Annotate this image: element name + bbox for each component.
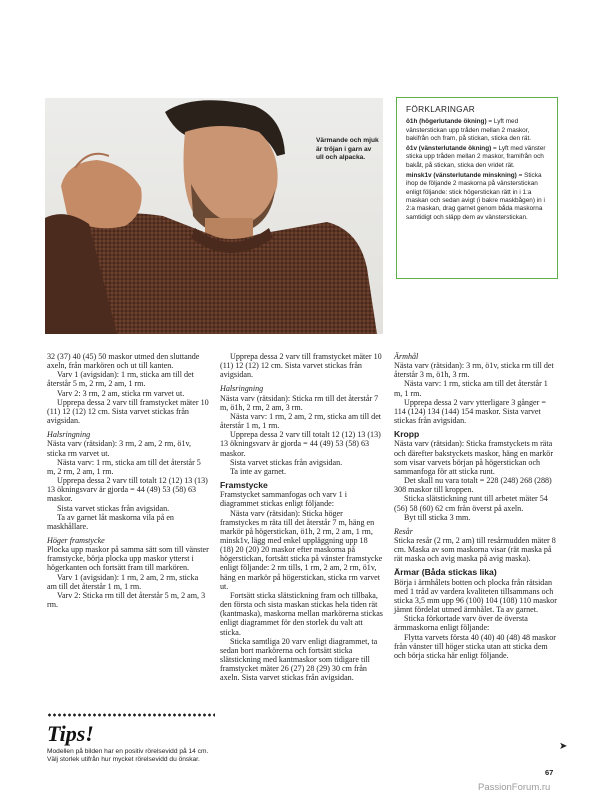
paragraph: Sista varvet stickas från avigsidan. xyxy=(230,457,343,467)
page-number: 67 xyxy=(545,768,554,777)
paragraph: Byt till sticka 3 mm. xyxy=(404,512,471,522)
paragraph: Nästa varv (rätsidan): Sticka framstyckets m räta och därefter bakstyckets maskor, häng en markör som visar varvets början på högerstickan och sammanfoga för att sticka runt. xyxy=(394,439,554,476)
paragraph: 32 (37) 40 (45) 50 maskor utmed den sluttande axeln, från markören och ut till kanten. xyxy=(47,352,200,371)
legend-item xyxy=(406,172,551,222)
legend-term: ö1h (högerlutande ökning) xyxy=(406,118,487,126)
text-column-1 xyxy=(47,352,210,609)
paragraph: Sticka förkortade varv över de översta ärmmaskorna enligt följande: xyxy=(394,614,528,633)
tips-title: Tips! xyxy=(47,721,94,746)
paragraph: Framstycket sammanfogas och varv 1 i diagrammet stickas enligt följande: xyxy=(220,490,347,509)
paragraph: Sticka resår (2 rm, 2 am) till resårmudden mäter 8 cm. Maska av som maskorna visar (rät maska på rät maska och avig maska på avig maska). xyxy=(394,535,556,564)
paragraph: Varv 1 (avigsidan): 1 rm, sticka am till det återstår 5 m, 2 rm, 2 am, 1 rm. xyxy=(47,370,194,389)
legend-item xyxy=(406,145,551,170)
paragraph: Nästa varv (rätsidan): Sticka rm till det återstår 7 m, ö1h, 2 rm, 2 am, 3 rm. xyxy=(220,393,379,412)
photo-caption: Värmande och mjuk är tröjan i garn av ull och alpacka. xyxy=(316,137,379,162)
subheading-halsringning: Halsringning xyxy=(47,430,91,440)
legend-box xyxy=(396,97,558,279)
subheading-halsringning: Halsringning xyxy=(220,384,264,394)
subheading-armhal: Ärmhål xyxy=(394,352,419,361)
legend-item xyxy=(406,118,551,143)
paragraph: Varv 2: Sticka rm till det återstår 5 m, 2 am, 3 rm. xyxy=(47,590,206,610)
paragraph: Upprepa dessa 2 varv till totalt 12 (12) 13 (13) 13 ökningsvarv är gjorda = 44 (49) 53 (58) 63 maskor. xyxy=(220,430,381,458)
paragraph: Plocka upp maskor på samma sätt som till vänster framstycke, börja plocka upp maskor ytterst i högerkanten och fortsätt fram till markören. xyxy=(47,545,209,573)
legend-term: minsk1v (vänsterlutande minskning) xyxy=(406,172,517,180)
paragraph: Ta av garnet låt maskorna vila på en maskhållare. xyxy=(47,512,174,531)
sweater-photo xyxy=(45,98,383,334)
heading-kropp: Kropp xyxy=(394,429,420,440)
paragraph: Sticka samtliga 20 varv enligt diagrammet, ta sedan bort markörerna och fortsätt sticka slätstickning med kantmaskor som tidigare till framstycket mäter 26 (27) 28 (29) 30 cm från axeln. Sista varvet stickas från avigsidan. xyxy=(220,636,378,683)
paragraph: Nästa varv (rätsidan): Sticka höger framstyckes m räta till det återstår 7 m, häng en markör på högerstickan, ö1h, 2 rm, 2 am, 1 rm, minsk1v, lägg med enkel uppläggning upp 18 (18) 20 (20) 20 maskor efter maskorna på högerstickan, fortsätt sticka på vänster framstycke enligt följande: 2 rm tills, 1 rm, 2 am, 2 rm, ö1v, häng en markör på högerstickan, sticka rm varvet ut. xyxy=(220,508,383,591)
tips-text: Modellen på bilden har en positiv rörelsevidd på 14 cm. Välj storlek utifrån hur mycket rörelsevidd du önskar. xyxy=(47,748,209,764)
paragraph: Nästa varv: 1 rm, sticka am till det återstår 5 m, 2 rm, 2 am, 1 rm. xyxy=(47,457,201,476)
text-column-3 xyxy=(394,352,558,660)
paragraph: Flytta varvets första 40 (40) 40 (48) 48 maskor från vänster till höger sticka utan att sticka dem och börja sticka här enligt följande. xyxy=(394,632,556,660)
legend-text: = Sticka ihop de följande 2 maskorna på vänsterstickan enligt följande: stick högerstickan rätt in i 1:a maskan och sedan avigt (i bakre maskbågen) in i 2:a maskan, drag garnet genom båda maskorna samtidigt och släpp dem av vänsterstickan. xyxy=(406,172,545,221)
paragraph: Det skall nu vara totalt = 228 (248) 268 (288) 308 maskor till kroppen. xyxy=(394,476,552,495)
paragraph: Upprepa dessa 2 varv till framstycket mäter 10 (11) 12 (12) 12 cm. Sista varvet stickas från avigsidan. xyxy=(47,397,209,426)
dotted-divider xyxy=(47,712,215,718)
paragraph: Sista varvet stickas från avigsidan. xyxy=(57,503,170,513)
legend-term: ö1v (vänsterlutande ökning) xyxy=(406,145,492,153)
subheading-resar: Resår xyxy=(394,526,413,536)
paragraph: Upprepa dessa 2 varv ytterligare 3 gånger = 114 (124) 134 (144) 154 maskor. Sista varvet stickas från avigsidan. xyxy=(394,397,546,426)
paragraph: Ta inte av garnet. xyxy=(230,466,287,476)
watermark: PassionForum.ru xyxy=(478,782,551,793)
continue-arrow-icon: ➤ xyxy=(559,741,568,752)
paragraph: Varv 2: 3 rm, 2 am, sticka rm varvet ut. xyxy=(57,388,185,398)
paragraph: Nästa varv (rätsidan): 3 rm, 2 am, 2 rm, ö1v, sticka rm varvet ut. xyxy=(47,439,191,458)
tips-box xyxy=(47,712,215,765)
paragraph: Nästa varv (rätsidan): 3 rm, ö1v, sticka rm till det återstår 3 m, ö1h, 3 rm. xyxy=(394,361,554,380)
sweater-photo-illustration xyxy=(45,98,383,334)
heading-armar: Ärmar (Båda stickas lika) xyxy=(394,567,497,578)
legend-text: = Lyft med vänsterstickan upp tråden mellan 2 maskor, bakifrån och fram, på stickan, sticka den rät. xyxy=(406,118,532,142)
heading-framstycke: Framstycke xyxy=(220,480,268,491)
legend-heading: FÖRKLARINGAR xyxy=(406,104,476,114)
paragraph: Nästa varv: 1 rm, 2 am, 2 rm, sticka am till det återstår 1 m, 1 rm. xyxy=(220,411,382,431)
paragraph: Fortsätt sticka slätstickning fram och tillbaka, den första och sista maskan stickas hela tiden rät (kantmaska), maskorna mellan markörerna stickas enligt diagrammet för den storlek du valt att sticka. xyxy=(220,590,383,637)
legend-text: = Lyft med vänster sticka upp tråden mellan 2 maskor, framifrån och bakåt, på stickan, sticka den vridet rät. xyxy=(406,145,546,169)
text-column-2 xyxy=(220,352,383,682)
paragraph: Nästa varv: 1 rm, sticka am till det återstår 1 m, 1 rm. xyxy=(394,379,548,398)
paragraph: Upprepa dessa 2 varv till totalt 12 (12) 13 (13) 13 ökningsvarv är gjorda = 44 (49) 53 (58) 63 maskor. xyxy=(47,476,208,504)
subheading-hoger-framstycke: Höger framstycke xyxy=(47,535,105,545)
paragraph: Varv 1 (avigsidan): 1 rm, 2 am, 2 rm, sticka am till det återstår 1 m, 1 rm. xyxy=(47,572,199,591)
paragraph: Börja i ärmhålets botten och plocka från rätsidan med 1 tråd av vardera kvaliteten tillsammans och sticka 3,5 mm upp 96 (100) 104 (108) 110 maskor jämnt fördelat utmed ärmhålet. Ta av garnet. xyxy=(394,577,557,615)
paragraph: Sticka slätstickning runt till arbetet mäter 54 (56) 58 (60) 62 cm från överst på axeln. xyxy=(394,494,548,513)
paragraph: Upprepa dessa 2 varv till framstycket mäter 10 (11) 12 (12) 12 cm. Sista varvet stickas från avigsidan. xyxy=(220,352,382,380)
